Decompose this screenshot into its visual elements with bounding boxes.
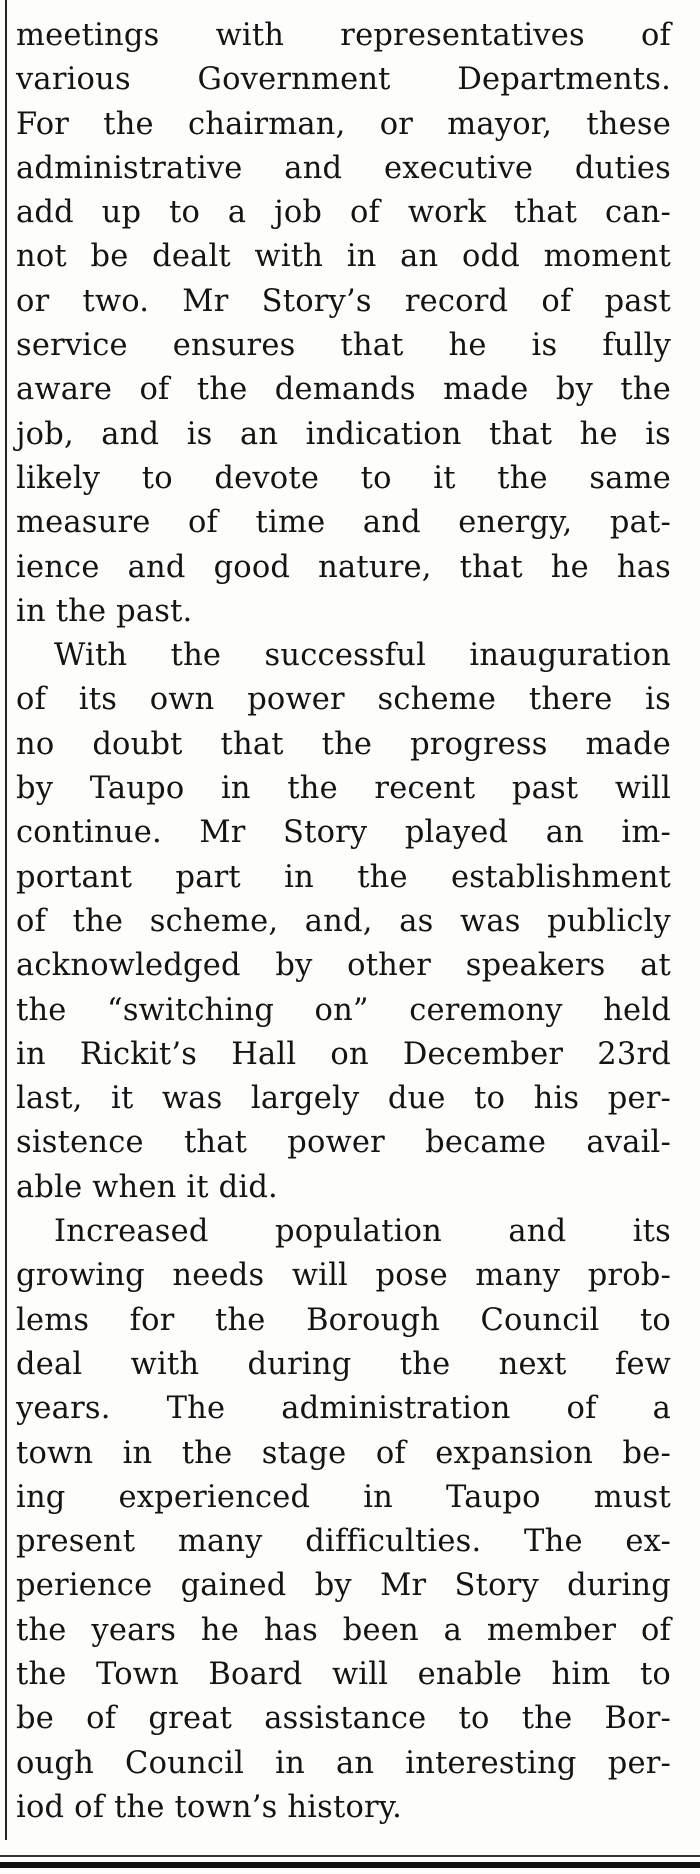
- text-line: job, and is an indication that he is: [16, 416, 671, 452]
- paragraph-2: [16, 634, 671, 1210]
- text-line: not be dealt with in an odd moment: [16, 239, 671, 275]
- text-line: the years he has been a member of: [16, 1612, 671, 1648]
- text-line: aware of the demands made by the: [16, 372, 671, 408]
- text-line: add up to a job of work that can-: [16, 195, 671, 231]
- text-line: by Taupo in the recent past will: [16, 771, 671, 807]
- text-line: ing experienced in Taupo must: [16, 1479, 671, 1515]
- text-line: of the scheme, and, as was publicly: [16, 903, 671, 939]
- text-line: the “switching on” ceremony held: [16, 992, 671, 1028]
- text-line: measure of time and energy, pat-: [16, 505, 671, 541]
- text-line: meetings with representatives of: [16, 18, 671, 53]
- text-line: deal with during the next few: [16, 1346, 671, 1382]
- text-line: in Rickit’s Hall on December 23rd: [16, 1036, 671, 1072]
- text-line: administrative and executive duties: [16, 150, 671, 186]
- text-line: able when it did.: [16, 1169, 278, 1205]
- text-line: With the successful inauguration: [54, 638, 671, 674]
- text-line: sistence that power became avail-: [16, 1125, 671, 1161]
- article-body: [16, 14, 671, 1830]
- text-line: likely to devote to it the same: [16, 460, 671, 496]
- paragraph-3: [16, 1210, 671, 1830]
- paragraph-1: [16, 14, 671, 634]
- bottom-thick-rule: [0, 1862, 700, 1868]
- text-line: lems for the Borough Council to: [16, 1302, 671, 1338]
- bottom-thin-rule: [0, 1855, 700, 1857]
- column-divider-rule: [5, 0, 7, 1840]
- text-line: in the past.: [16, 593, 193, 629]
- text-line: present many difficulties. The ex-: [16, 1524, 671, 1560]
- text-line: ough Council in an interesting per-: [16, 1745, 671, 1781]
- text-line: of its own power scheme there is: [16, 682, 671, 718]
- text-line: service ensures that he is fully: [16, 328, 671, 364]
- text-line: the Town Board will enable him to: [16, 1656, 671, 1692]
- text-line: last, it was largely due to his per-: [16, 1081, 671, 1117]
- text-line: be of great assistance to the Bor-: [16, 1701, 671, 1737]
- text-line: iod of the town’s history.: [16, 1789, 403, 1825]
- text-line: growing needs will pose many prob-: [16, 1258, 671, 1294]
- text-line: portant part in the establishment: [16, 859, 671, 895]
- text-line: ience and good nature, that he has: [16, 549, 671, 585]
- text-line: acknowledged by other speakers at: [16, 948, 671, 984]
- text-line: various Government Departments.: [16, 62, 671, 98]
- text-line: continue. Mr Story played an im-: [16, 815, 671, 851]
- text-line: For the chairman, or mayor, these: [16, 106, 671, 142]
- text-line: no doubt that the progress made: [16, 726, 671, 762]
- text-line: perience gained by Mr Story during: [16, 1568, 671, 1604]
- text-line: town in the stage of expansion be-: [16, 1435, 671, 1471]
- text-line: or two. Mr Story’s record of past: [16, 283, 671, 319]
- text-line: years. The administration of a: [16, 1391, 671, 1427]
- text-line: Increased population and its: [54, 1214, 671, 1250]
